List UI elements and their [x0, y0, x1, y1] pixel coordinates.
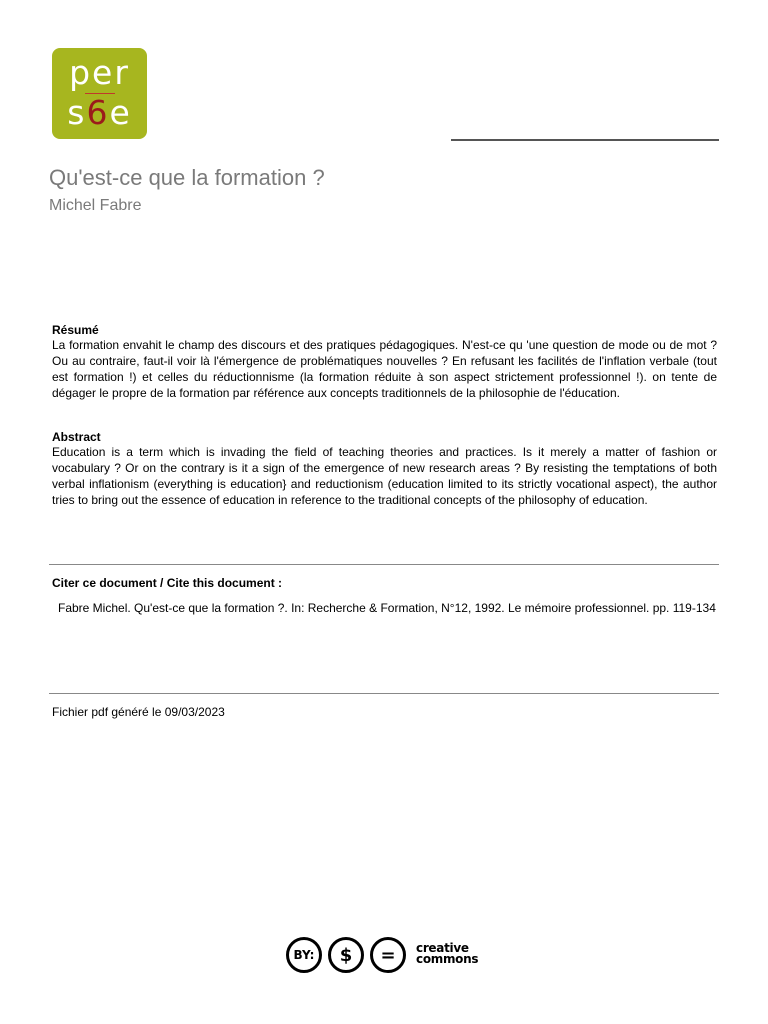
- resume-section: [52, 323, 717, 401]
- abstract-heading: Abstract: [52, 430, 101, 444]
- creative-commons-label: creative commons: [416, 941, 479, 966]
- cc-by-icon: BY:: [286, 937, 322, 973]
- generated-date: Fichier pdf généré le 09/03/2023: [52, 705, 225, 719]
- persee-logo: [52, 48, 147, 139]
- citation-text[interactable]: Fabre Michel. Qu'est-ce que la formation ?. In: Recherche & Formation, N°12, 1992. Le mémoire professionnel. pp. 119-134: [58, 601, 716, 615]
- cc-noncommercial-icon: $: [328, 937, 364, 973]
- document-author: Michel Fabre: [49, 197, 142, 214]
- document-title: Qu'est-ce que la formation ?: [49, 165, 325, 190]
- logo-line-1: per: [69, 53, 130, 92]
- header-rule: [451, 139, 719, 141]
- citation-heading: Citer ce document / Cite this document :: [52, 576, 283, 590]
- abstract-section: [52, 430, 717, 508]
- resume-text: La formation envahit le champ des discours et des pratiques pédagogiques. N'est-ce qu 'une question de mode ou de mot ? Ou au contraire, faut-il voir là l'émergence de problématiques nouvelles ? En refusant les facilités de l'inflation verbale (tout est formation !) et celles du réductionnisme (la formation réduite à son aspect strictement professionnel !). on tente de dégager le propre de la formation par référence aux concepts traditionnels de la philosophie de l'éducation.: [52, 338, 717, 400]
- divider: [49, 564, 719, 565]
- abstract-text: Education is a term which is invading the field of teaching theories and practices. Is it merely a matter of fashion or vocabulary ? Or on the contrary is it a sign of the emergence of new research areas ? By resisting the temptations of both verbal inflationism (everything is education} and reductionism (education limited to its strictly vocational aspect), the author tries to bring out the essence of education in reference to the traditional concepts of the philosophy of education.: [52, 445, 717, 507]
- cc-noderivatives-icon: =: [370, 937, 406, 973]
- resume-heading: Résumé: [52, 323, 99, 337]
- divider: [49, 693, 719, 694]
- logo-line-2: s6e: [67, 93, 132, 132]
